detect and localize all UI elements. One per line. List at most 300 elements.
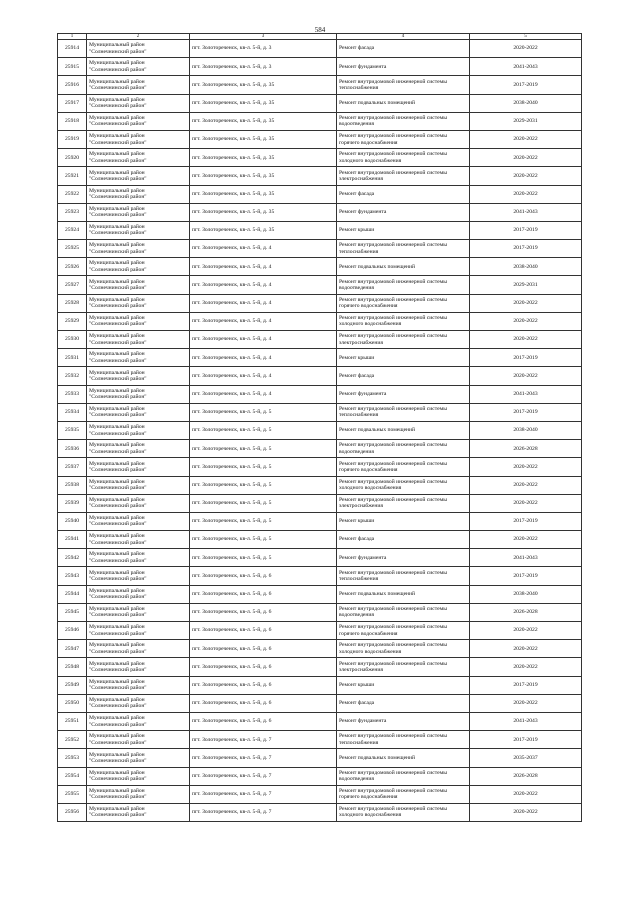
table-row	[58, 494, 582, 512]
work-type-line: Ремонт внутридомовой инженерной системы	[339, 769, 447, 776]
municipality-cell	[87, 385, 190, 403]
municipality-name: "Солнечнинский район"	[89, 594, 147, 601]
address-cell: пгт. Золотореченск, кв-л. 5-й, д. 3	[190, 58, 337, 76]
work-type-cell	[337, 421, 470, 439]
planned-period-cell: 2038-2040	[470, 258, 582, 276]
municipality-name: "Солнечнинский район"	[89, 703, 147, 710]
address-cell: пгт. Золотореченск, кв-л. 5-й, д. 35	[190, 76, 337, 94]
planned-period-cell: 2029-2031	[470, 112, 582, 130]
work-type-line: Ремонт подвальных помещений	[339, 99, 416, 106]
record-number: 25918	[58, 112, 87, 130]
table-row	[58, 603, 582, 621]
municipality-cell	[87, 767, 190, 785]
planned-period-cell: 2020-2022	[470, 658, 582, 676]
municipality-line: Муниципальный район	[89, 78, 145, 85]
municipality-cell	[87, 749, 190, 767]
work-type-cell	[337, 331, 470, 349]
municipality-name: "Солнечнинский район"	[89, 448, 147, 455]
municipality-cell	[87, 112, 190, 130]
municipality-cell	[87, 276, 190, 294]
table-row	[58, 512, 582, 530]
municipality-cell	[87, 221, 190, 239]
work-type-line: Ремонт фасада	[339, 536, 375, 543]
work-type-line-2: водоотведения	[339, 448, 374, 455]
table-row	[58, 458, 582, 476]
work-type-line: Ремонт внутридомовой инженерной системы	[339, 806, 447, 813]
table-row	[58, 785, 582, 803]
work-type-line-2: теплоснабжения	[339, 576, 379, 583]
planned-period-cell: 2017-2019	[470, 221, 582, 239]
column-number-header: 1	[58, 34, 87, 40]
planned-period-cell: 2041-2043	[470, 58, 582, 76]
work-type-line-2: теплоснабжения	[339, 739, 379, 746]
table-row	[58, 331, 582, 349]
planned-period-cell: 2017-2019	[470, 567, 582, 585]
record-number: 25949	[58, 676, 87, 694]
work-type-line-2: водоотведения	[339, 285, 374, 292]
table-row	[58, 694, 582, 712]
table-row	[58, 167, 582, 185]
work-type-line-2: холодного водоснабжения	[339, 648, 402, 655]
municipality-cell	[87, 622, 190, 640]
work-type-line: Ремонт подвальных помещений	[339, 263, 416, 270]
work-type-cell	[337, 803, 470, 821]
municipality-line: Муниципальный район	[89, 642, 145, 649]
municipality-line: Муниципальный район	[89, 296, 145, 303]
address-cell: пгт. Золотореченск, кв-л. 5-й, д. 7	[190, 749, 337, 767]
record-number: 25938	[58, 476, 87, 494]
municipality-name: "Солнечнинский район"	[89, 812, 147, 819]
table-row	[58, 767, 582, 785]
work-type-cell	[337, 531, 470, 549]
municipality-name: "Солнечнинский район"	[89, 66, 147, 73]
municipality-line: Муниципальный район	[89, 496, 145, 503]
record-number: 25926	[58, 258, 87, 276]
address-cell: пгт. Золотореченск, кв-л. 5-й, д. 4	[190, 385, 337, 403]
municipality-name: "Солнечнинский район"	[89, 412, 147, 419]
column-number-header: 2	[87, 34, 190, 40]
municipality-cell	[87, 76, 190, 94]
planned-period-cell: 2020-2022	[470, 694, 582, 712]
table-row	[58, 130, 582, 148]
record-number: 25929	[58, 312, 87, 330]
work-type-line: Ремонт подвальных помещений	[339, 591, 416, 598]
table-row	[58, 440, 582, 458]
address-cell: пгт. Золотореченск, кв-л. 5-й, д. 35	[190, 112, 337, 130]
work-type-line-2: водоотведения	[339, 776, 374, 783]
planned-period-cell: 2041-2043	[470, 203, 582, 221]
planned-period-cell: 2038-2040	[470, 94, 582, 112]
work-type-cell	[337, 767, 470, 785]
address-cell: пгт. Золотореченск, кв-л. 5-й, д. 6	[190, 567, 337, 585]
work-type-line: Ремонт внутридомовой инженерной системы	[339, 315, 447, 321]
record-number: 25952	[58, 731, 87, 749]
address-cell: пгт. Золотореченск, кв-л. 5-й, д. 35	[190, 167, 337, 185]
planned-period-cell: 2020-2022	[470, 367, 582, 385]
municipality-cell	[87, 440, 190, 458]
table-row	[58, 476, 582, 494]
work-type-cell	[337, 458, 470, 476]
work-type-line: Ремонт фундамента	[339, 209, 387, 216]
work-type-line: Ремонт внутридомовой инженерной системы	[339, 169, 447, 176]
municipality-cell	[87, 331, 190, 349]
municipality-name: "Солнечнинский район"	[89, 339, 147, 346]
table-row	[58, 149, 582, 167]
municipality-name: "Солнечнинский район"	[89, 648, 147, 655]
municipality-cell	[87, 349, 190, 367]
work-type-cell	[337, 494, 470, 512]
municipality-cell	[87, 458, 190, 476]
record-number: 25920	[58, 149, 87, 167]
record-number: 25923	[58, 203, 87, 221]
table-row	[58, 585, 582, 603]
table-row	[58, 622, 582, 640]
municipality-cell	[87, 294, 190, 312]
municipality-name: "Солнечнинский район"	[89, 612, 147, 619]
planned-period-cell: 2020-2022	[470, 785, 582, 803]
municipality-line: Муниципальный район	[89, 169, 145, 176]
municipality-name: "Солнечнинский район"	[89, 539, 147, 546]
record-number: 25928	[58, 294, 87, 312]
municipality-name: "Солнечнинский район"	[89, 721, 147, 728]
address-cell: пгт. Золотореченск, кв-л. 5-й, д. 5	[190, 549, 337, 567]
table-row	[58, 676, 582, 694]
work-type-cell	[337, 403, 470, 421]
work-type-line-2: водоотведения	[339, 121, 374, 128]
municipality-name: "Солнечнинский район"	[89, 194, 147, 201]
municipality-name: "Солнечнинский район"	[89, 485, 147, 492]
planned-period-cell: 2020-2022	[470, 331, 582, 349]
municipality-name: "Солнечнинский район"	[89, 230, 147, 237]
municipality-cell	[87, 167, 190, 185]
work-type-cell	[337, 130, 470, 148]
work-type-line: Ремонт внутридомовой инженерной системы	[339, 151, 447, 158]
work-type-cell	[337, 676, 470, 694]
work-type-cell	[337, 276, 470, 294]
work-type-cell	[337, 349, 470, 367]
table-row	[58, 658, 582, 676]
planned-period-cell: 2020-2022	[470, 458, 582, 476]
table-row	[58, 221, 582, 239]
work-type-line: Ремонт внутридомовой инженерной системы	[339, 496, 447, 503]
municipality-line: Муниципальный район	[89, 242, 145, 249]
municipality-line: Муниципальный район	[89, 733, 145, 740]
record-number: 25934	[58, 403, 87, 421]
municipality-line: Муниципальный район	[89, 260, 145, 267]
municipality-cell	[87, 203, 190, 221]
address-cell: пгт. Золотореченск, кв-л. 5-й, д. 4	[190, 258, 337, 276]
work-type-cell	[337, 221, 470, 239]
work-type-line: Ремонт внутридомовой инженерной системы	[339, 606, 447, 612]
address-cell: пгт. Золотореченск, кв-л. 5-й, д. 4	[190, 331, 337, 349]
table-row	[58, 403, 582, 421]
municipality-line: Муниципальный район	[89, 606, 145, 612]
municipality-line: Муниципальный район	[89, 751, 145, 758]
municipality-cell	[87, 531, 190, 549]
work-type-line: Ремонт фундамента	[339, 554, 387, 561]
municipality-cell	[87, 258, 190, 276]
table-row	[58, 112, 582, 130]
address-cell: пгт. Золотореченск, кв-л. 5-й, д. 6	[190, 585, 337, 603]
municipality-line: Муниципальный район	[89, 369, 145, 376]
work-type-cell	[337, 58, 470, 76]
column-number-header: 4	[337, 34, 470, 40]
record-number: 25945	[58, 603, 87, 621]
work-type-cell	[337, 749, 470, 767]
municipality-line: Муниципальный район	[89, 660, 145, 667]
address-cell: пгт. Золотореченск, кв-л. 5-й, д. 6	[190, 640, 337, 658]
work-type-line: Ремонт внутридомовой инженерной системы	[339, 114, 447, 121]
address-cell: пгт. Золотореченск, кв-л. 5-й, д. 4	[190, 312, 337, 330]
table-row	[58, 258, 582, 276]
work-type-cell	[337, 203, 470, 221]
municipality-cell	[87, 58, 190, 76]
table-row	[58, 640, 582, 658]
work-type-line-2: теплоснабжения	[339, 248, 379, 255]
municipality-name: "Солнечнинский район"	[89, 303, 147, 310]
work-type-line: Ремонт крыши	[339, 227, 375, 234]
address-cell: пгт. Золотореченск, кв-л. 5-й, д. 4	[190, 294, 337, 312]
work-type-line: Ремонт фасада	[339, 45, 375, 52]
planned-period-cell: 2029-2031	[470, 276, 582, 294]
record-number: 25915	[58, 58, 87, 76]
work-type-line: Ремонт внутридомовой инженерной системы	[339, 569, 447, 576]
planned-period-cell: 2026-2028	[470, 767, 582, 785]
address-cell: пгт. Золотореченск, кв-л. 5-й, д. 5	[190, 531, 337, 549]
work-type-line-2: горячего водоснабжения	[339, 303, 398, 310]
municipality-name: "Солнечнинский район"	[89, 375, 147, 382]
address-cell: пгт. Золотореченск, кв-л. 5-й, д. 5	[190, 512, 337, 530]
planned-period-cell: 2017-2019	[470, 731, 582, 749]
table-row	[58, 40, 582, 58]
work-type-line: Ремонт внутридомовой инженерной системы	[339, 624, 447, 631]
record-number: 25947	[58, 640, 87, 658]
work-type-cell	[337, 385, 470, 403]
municipality-name: "Солнечнинский район"	[89, 557, 147, 564]
record-number: 25925	[58, 240, 87, 258]
planned-period-cell: 2020-2022	[470, 531, 582, 549]
planned-period-cell: 2035-2037	[470, 749, 582, 767]
record-number: 25954	[58, 767, 87, 785]
municipality-line: Муниципальный район	[89, 405, 145, 412]
work-type-cell	[337, 112, 470, 130]
work-type-line: Ремонт внутридомовой инженерной системы	[339, 442, 447, 449]
work-type-line: Ремонт фундамента	[339, 390, 387, 397]
address-cell: пгт. Золотореченск, кв-л. 5-й, д. 7	[190, 731, 337, 749]
municipality-line: Муниципальный район	[89, 715, 145, 722]
planned-period-cell: 2020-2022	[470, 149, 582, 167]
municipality-cell	[87, 40, 190, 58]
work-type-line: Ремонт внутридомовой инженерной системы	[339, 78, 447, 85]
municipality-cell	[87, 240, 190, 258]
municipality-line: Муниципальный район	[89, 278, 145, 285]
municipality-cell	[87, 676, 190, 694]
work-type-line: Ремонт внутридомовой инженерной системы	[339, 405, 447, 412]
municipality-line: Муниципальный район	[89, 133, 145, 140]
municipality-name: "Солнечнинский район"	[89, 248, 147, 255]
municipality-cell	[87, 494, 190, 512]
municipality-line: Муниципальный район	[89, 478, 145, 485]
address-cell: пгт. Золотореченск, кв-л. 5-й, д. 35	[190, 149, 337, 167]
municipality-line: Муниципальный район	[89, 515, 145, 522]
municipality-name: "Солнечнинский район"	[89, 394, 147, 401]
table-row	[58, 421, 582, 439]
planned-period-cell: 2020-2022	[470, 494, 582, 512]
record-number: 25953	[58, 749, 87, 767]
table-row	[58, 276, 582, 294]
municipality-cell	[87, 312, 190, 330]
work-type-cell	[337, 585, 470, 603]
work-type-line-2: горячего водоснабжения	[339, 794, 398, 801]
address-cell: пгт. Золотореченск, кв-л. 5-й, д. 3	[190, 40, 337, 58]
work-type-line: Ремонт внутридомовой инженерной системы	[339, 333, 447, 340]
municipality-line: Муниципальный район	[89, 205, 145, 212]
table-row	[58, 312, 582, 330]
work-type-line: Ремонт внутридомовой инженерной системы	[339, 278, 447, 285]
planned-period-cell: 2020-2022	[470, 476, 582, 494]
record-number: 25937	[58, 458, 87, 476]
municipality-line: Муниципальный район	[89, 333, 145, 340]
address-cell: пгт. Золотореченск, кв-л. 5-й, д. 5	[190, 421, 337, 439]
municipality-name: "Солнечнинский район"	[89, 157, 147, 164]
work-type-line: Ремонт крыши	[339, 354, 375, 361]
municipality-name: "Солнечнинский район"	[89, 139, 147, 146]
municipality-name: "Солнечнинский район"	[89, 776, 147, 783]
municipality-cell	[87, 421, 190, 439]
record-number: 25955	[58, 785, 87, 803]
work-type-line: Ремонт фундамента	[339, 63, 387, 70]
municipality-line: Муниципальный район	[89, 624, 145, 631]
work-type-line-2: электроснабжения	[339, 175, 383, 182]
municipality-cell	[87, 149, 190, 167]
planned-period-cell: 2020-2022	[470, 167, 582, 185]
work-type-cell	[337, 440, 470, 458]
record-number: 25939	[58, 494, 87, 512]
table-row	[58, 349, 582, 367]
municipality-line: Муниципальный район	[89, 787, 145, 794]
work-type-line: Ремонт внутридомовой инженерной системы	[339, 787, 447, 794]
municipality-line: Муниципальный район	[89, 424, 145, 431]
address-cell: пгт. Золотореченск, кв-л. 5-й, д. 6	[190, 603, 337, 621]
planned-period-cell: 2017-2019	[470, 512, 582, 530]
work-type-line-2: горячего водоснабжения	[339, 466, 398, 473]
work-type-cell	[337, 731, 470, 749]
work-type-line: Ремонт внутридомовой инженерной системы	[339, 733, 447, 740]
municipality-cell	[87, 603, 190, 621]
municipality-name: "Солнечнинский район"	[89, 430, 147, 437]
address-cell: пгт. Золотореченск, кв-л. 5-й, д. 5	[190, 476, 337, 494]
municipality-name: "Солнечнинский район"	[89, 466, 147, 473]
municipality-name: "Солнечнинский район"	[89, 576, 147, 583]
record-number: 25931	[58, 349, 87, 367]
municipality-name: "Солнечнинский район"	[89, 685, 147, 692]
table-row	[58, 749, 582, 767]
record-number: 25924	[58, 221, 87, 239]
address-cell: пгт. Золотореченск, кв-л. 5-й, д. 5	[190, 403, 337, 421]
municipality-cell	[87, 512, 190, 530]
address-cell: пгт. Золотореченск, кв-л. 5-й, д. 4	[190, 367, 337, 385]
record-number: 25951	[58, 712, 87, 730]
address-cell: пгт. Золотореченск, кв-л. 5-й, д. 4	[190, 276, 337, 294]
work-type-cell	[337, 658, 470, 676]
planned-period-cell: 2020-2022	[470, 185, 582, 203]
record-number: 25921	[58, 167, 87, 185]
municipality-name: "Солнечнинский район"	[89, 666, 147, 673]
work-type-line-2: холодного водоснабжения	[339, 157, 402, 164]
address-cell: пгт. Золотореченск, кв-л. 5-й, д. 35	[190, 94, 337, 112]
address-cell: пгт. Золотореченск, кв-л. 5-й, д. 5	[190, 494, 337, 512]
work-type-line-2: электроснабжения	[339, 666, 383, 673]
planned-period-cell: 2038-2040	[470, 421, 582, 439]
municipality-name: "Солнечнинский район"	[89, 630, 147, 637]
municipality-line: Муниципальный район	[89, 60, 145, 67]
work-type-cell	[337, 94, 470, 112]
municipality-name: "Солнечнинский район"	[89, 357, 147, 364]
planned-period-cell: 2017-2019	[470, 76, 582, 94]
record-number: 25942	[58, 549, 87, 567]
address-cell: пгт. Золотореченск, кв-л. 5-й, д. 7	[190, 767, 337, 785]
record-number: 25916	[58, 76, 87, 94]
work-type-line: Ремонт внутридомовой инженерной системы	[339, 242, 447, 249]
table-row	[58, 531, 582, 549]
municipality-line: Муниципальный район	[89, 533, 145, 540]
address-cell: пгт. Золотореченск, кв-л. 5-й, д. 5	[190, 458, 337, 476]
municipality-line: Муниципальный район	[89, 151, 145, 158]
work-type-line-2: холодного водоснабжения	[339, 812, 402, 819]
municipality-line: Муниципальный район	[89, 696, 145, 703]
work-type-line: Ремонт внутридомовой инженерной системы	[339, 642, 447, 649]
planned-period-cell: 2026-2028	[470, 440, 582, 458]
work-type-line: Ремонт фундамента	[339, 718, 387, 725]
municipality-cell	[87, 658, 190, 676]
record-number: 25946	[58, 622, 87, 640]
planned-period-cell: 2020-2022	[470, 130, 582, 148]
work-type-cell	[337, 640, 470, 658]
page-number: 584	[314, 26, 326, 34]
municipality-line: Муниципальный район	[89, 769, 145, 776]
municipality-cell	[87, 549, 190, 567]
repair-schedule-table	[57, 33, 582, 822]
record-number: 25927	[58, 276, 87, 294]
municipality-line: Муниципальный район	[89, 351, 145, 358]
work-type-line-2: электроснабжения	[339, 339, 383, 346]
municipality-cell	[87, 803, 190, 821]
work-type-line: Ремонт внутридомовой инженерной системы	[339, 133, 447, 140]
municipality-name: "Солнечнинский район"	[89, 521, 147, 528]
municipality-line: Муниципальный район	[89, 460, 145, 467]
work-type-cell	[337, 240, 470, 258]
column-number-header: 5	[470, 34, 582, 40]
record-number: 25917	[58, 94, 87, 112]
municipality-name: "Солнечнинский район"	[89, 757, 147, 764]
record-number: 25956	[58, 803, 87, 821]
table-row	[58, 203, 582, 221]
municipality-cell	[87, 731, 190, 749]
work-type-line-2: электроснабжения	[339, 503, 383, 510]
municipality-cell	[87, 567, 190, 585]
address-cell: пгт. Золотореченск, кв-л. 5-й, д. 35	[190, 185, 337, 203]
work-type-cell	[337, 167, 470, 185]
record-number: 25919	[58, 130, 87, 148]
record-number: 25950	[58, 694, 87, 712]
address-cell: пгт. Золотореченск, кв-л. 5-й, д. 4	[190, 349, 337, 367]
municipality-name: "Солнечнинский район"	[89, 212, 147, 219]
work-type-line-2: горячего водоснабжения	[339, 139, 398, 146]
planned-period-cell: 2017-2019	[470, 349, 582, 367]
address-cell: пгт. Золотореченск, кв-л. 5-й, д. 6	[190, 694, 337, 712]
municipality-name: "Солнечнинский район"	[89, 48, 147, 55]
record-number: 25944	[58, 585, 87, 603]
